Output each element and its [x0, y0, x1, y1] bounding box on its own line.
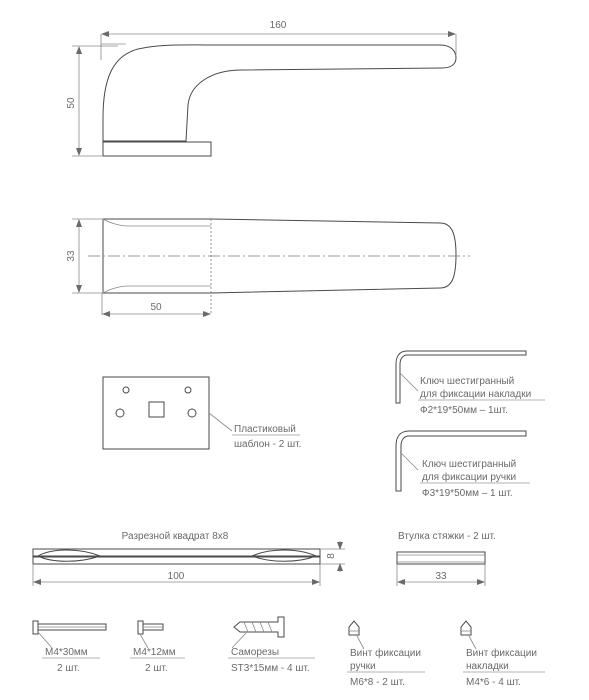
square-size-value: 8	[326, 553, 337, 559]
screw-m4-30-qty: 2 шт.	[57, 663, 80, 674]
hex-key-plate-line3: Ф2*19*50мм – 1шт.	[420, 405, 508, 416]
set-screw-plate	[461, 621, 476, 649]
hex-key-handle-line3: Ф3*19*50мм – 1 шт.	[422, 488, 513, 499]
handle-top-view	[88, 219, 470, 315]
self-tapping-line2: ST3*15мм - 4 шт.	[231, 663, 310, 674]
sleeve-dimension	[398, 571, 484, 582]
height-value: 50	[66, 97, 77, 109]
square-length-dimension	[34, 571, 319, 582]
set-screw-plate-line2: накладки	[466, 661, 509, 672]
hex-key-plate-line1: Ключ шестигранный	[420, 376, 515, 387]
width-value: 33	[66, 250, 77, 262]
length-value: 160	[269, 20, 287, 31]
self-tapping-screw	[232, 617, 284, 648]
screw-m4-12	[138, 621, 163, 648]
hex-key-handle-line1: Ключ шестигранный	[422, 459, 517, 470]
template-label-line2: шаблон - 2 шт.	[234, 439, 302, 450]
screw-m4-12-size: М4*12мм	[133, 647, 176, 658]
height-dimension	[66, 46, 102, 156]
set-screw-handle-line1: Винт фиксации	[350, 648, 421, 659]
set-screw-handle-line3: М6*8 - 2 шт.	[350, 677, 405, 688]
split-square	[33, 549, 345, 586]
split-square-label: Разрезной квадрат 8х8	[121, 531, 229, 542]
rosette-dimension	[103, 302, 210, 314]
hex-key-handle-line2: для фиксации ручки	[422, 472, 517, 483]
screw-m4-30	[33, 621, 106, 648]
plastic-template	[103, 377, 232, 449]
set-screw-plate-line1: Винт фиксации	[466, 648, 537, 659]
set-screw-plate-line3: М4*6 - 4 шт.	[466, 677, 521, 688]
sleeve-label: Втулка стяжки - 2 шт.	[398, 531, 496, 542]
self-tapping-line1: Саморезы	[231, 647, 280, 658]
set-screw-handle-line2: ручки	[350, 661, 376, 672]
square-length-value: 100	[167, 571, 185, 582]
set-screw-handle	[349, 621, 364, 649]
screw-m4-30-size: М4*30мм	[45, 647, 88, 658]
hex-key-plate-line2: для фиксации накладки	[420, 389, 532, 400]
length-dimension	[102, 20, 455, 34]
screw-m4-12-qty: 2 шт.	[145, 663, 168, 674]
handle-side-view	[100, 34, 456, 156]
square-size-dimension	[326, 541, 340, 572]
template-label-line1: Пластиковый	[234, 424, 296, 435]
rosette-value: 50	[150, 302, 162, 313]
sleeve-length-value: 33	[435, 571, 447, 582]
